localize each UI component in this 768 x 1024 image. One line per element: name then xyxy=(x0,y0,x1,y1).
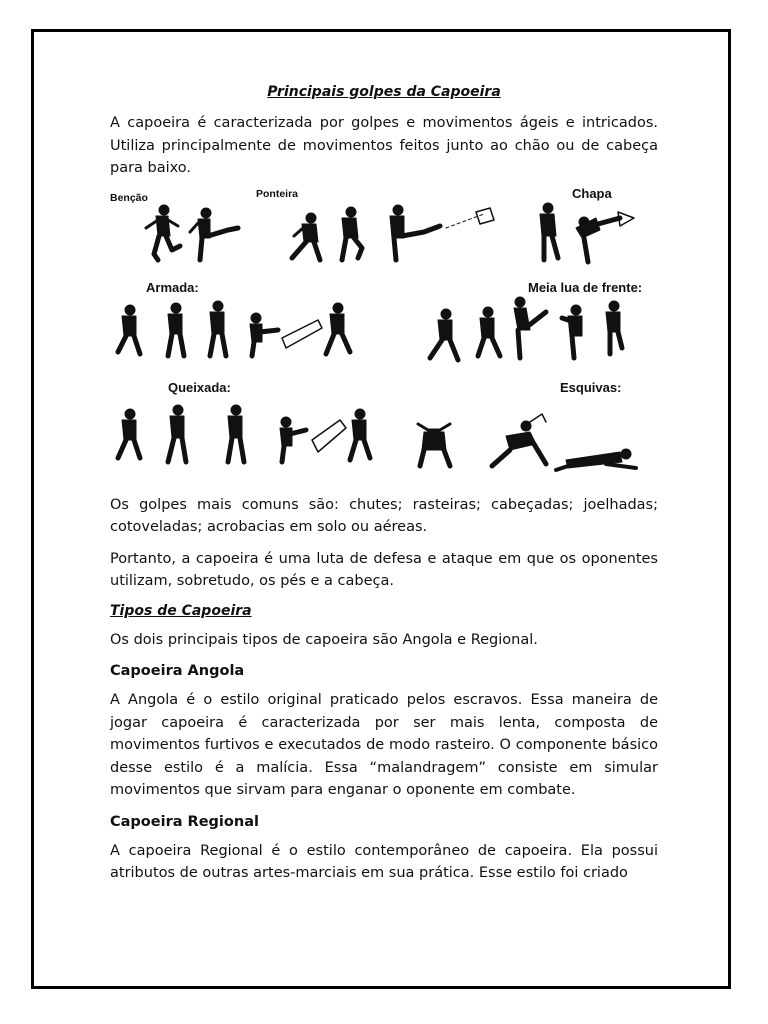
bencao-label: Benção xyxy=(110,191,148,204)
portanto-paragraph: Portanto, a capoeira é uma luta de defesa e ataque em que os oponentes utilizam, sobretudo, os pés e a cabeça. xyxy=(110,550,658,589)
intro-paragraph: A capoeira é caracterizada por golpes e movimentos ágeis e intricados. Utiliza principalmente de movimentos feitos junto ao chão ou de cabeça para baixo. xyxy=(110,115,658,176)
golpes-paragraph: Os golpes mais comuns são: chutes; rasteiras; cabeçadas; joelhadas; cotoveladas; acrobacias em solo ou aéreas. xyxy=(110,496,658,535)
queixada-label: Queixada: xyxy=(168,379,231,395)
chapa-figures xyxy=(540,203,634,262)
queixada-figures xyxy=(118,405,370,462)
document-title: Principais golpes da Capoeira xyxy=(267,84,501,100)
regional-heading: Capoeira Regional xyxy=(110,813,259,830)
armada-label: Armada: xyxy=(146,279,199,295)
bencao-figures xyxy=(146,205,238,260)
capoeira-moves-figure xyxy=(106,185,662,482)
capoeira-figures-illustration xyxy=(106,185,662,482)
regional-paragraph: A capoeira Regional é o estilo contemporâneo de capoeira. Ela possui atributos de outras artes-marciais em sua prática. Esse estilo foi criado xyxy=(110,842,658,881)
armada-figures xyxy=(118,301,350,356)
esquivas-label: Esquivas: xyxy=(560,379,622,395)
document-body xyxy=(110,84,658,885)
ponteira-label: Ponteira xyxy=(256,187,299,200)
chapa-label: Chapa xyxy=(572,185,612,201)
angola-heading: Capoeira Angola xyxy=(110,663,245,679)
tipos-heading: Tipos de Capoeira xyxy=(110,602,252,619)
esquivas-figures xyxy=(418,414,636,470)
ponteira-figures xyxy=(292,205,494,260)
meia-lua-label: Meia lua de frente: xyxy=(528,279,643,295)
tipos-paragraph: Os dois principais tipos de capoeira são Angola e Regional. xyxy=(110,631,538,648)
angola-paragraph: A Angola é o estilo original praticado pelos escravos. Essa maneira de jogar capoeira é caracterizada por ser mais lenta, composta de movimentos furtivos e executados de modo rasteiro. O componente básico desse estilo é a malícia. Essa “malandragem” consiste em simular movimentos que sirvam para enganar o oponente em combate. xyxy=(110,692,658,798)
meia-lua-figures xyxy=(430,297,622,360)
